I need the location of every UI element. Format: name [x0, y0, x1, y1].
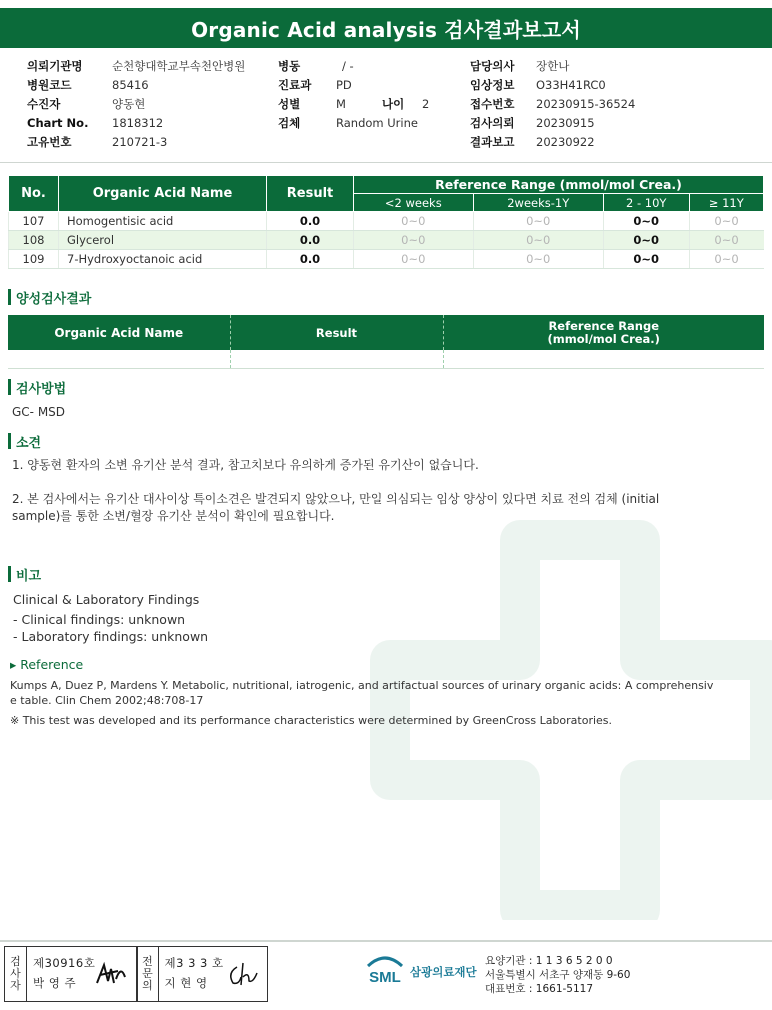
cell-result: 0.0 — [267, 212, 354, 231]
section-title: 비고 — [16, 568, 42, 584]
info-value: M — [336, 96, 346, 111]
org-code: 요양기관 : 1 1 3 6 5 2 0 0 — [485, 955, 613, 967]
specialist-name: 지 현 영 — [164, 976, 208, 990]
disclaimer-note: ※ This test was developed and its performance characteristics were determined by GreenCross Laboratories. — [10, 714, 613, 727]
org-logo — [364, 952, 477, 992]
tester-license-no: 제30916호 — [33, 956, 96, 970]
info-value: / - — [342, 58, 354, 73]
cell-no: 107 — [9, 212, 59, 231]
tester-label — [5, 947, 27, 1001]
specialist-signature-icon — [225, 959, 259, 989]
table-row — [9, 212, 764, 231]
cell-ref: 0~0 — [354, 231, 474, 250]
info-label: 수진자 — [27, 96, 61, 111]
patient-info-col3 — [470, 56, 635, 151]
footer-divider — [0, 940, 772, 942]
section-title: 검사방법 — [16, 381, 67, 397]
results-table — [8, 175, 764, 269]
reference-citation-line2: e table. Clin Chem 2002;48:708-17 — [10, 694, 204, 707]
cell-result: 0.0 — [267, 250, 354, 269]
info-value: 20230922 — [536, 134, 595, 149]
cell-no: 108 — [9, 231, 59, 250]
age-label: 나이 — [382, 96, 405, 111]
ref-header-line2: (mmol/mol Crea.) — [547, 331, 660, 346]
findings-paragraph-2-line1: 2. 본 검사에서는 유기산 대사이상 특이소견은 발견되지 않았으나, 만일 의심되는 임상 양상이 있다면 치료 전의 검체 (initial — [12, 492, 660, 506]
cell-ref: 0~0 — [354, 250, 474, 269]
section-title: 소견 — [16, 435, 42, 451]
info-value: 20230915 — [536, 115, 595, 130]
col-header-no: No. — [9, 176, 59, 212]
info-label: 진료과 — [278, 77, 312, 92]
info-label: 성별 — [278, 96, 301, 111]
cell-name: 7-Hydroxyoctanoic acid — [59, 250, 267, 269]
info-label: 결과보고 — [470, 134, 515, 149]
info-label: 병동 — [278, 58, 301, 73]
label-char: 자 — [10, 979, 21, 992]
section-marker — [8, 566, 11, 582]
col-header-name: Organic Acid Name — [59, 176, 267, 212]
positive-results-heading — [8, 287, 91, 307]
tester-name: 박 영 주 — [33, 976, 77, 990]
info-label: 검체 — [278, 115, 301, 130]
reference-citation-line1: Kumps A, Duez P, Mardens Y. Metabolic, nutritional, iatrogenic, and artifactual sources of urinary organic acids: A comprehensiv — [10, 679, 714, 692]
cell-ref-active: 0~0 — [603, 231, 689, 250]
cell-name: Homogentisic acid — [59, 212, 267, 231]
specialist-cell — [159, 947, 268, 1001]
info-label: 임상정보 — [470, 77, 515, 92]
cell-ref-active: 0~0 — [603, 250, 689, 269]
info-value: 장한나 — [536, 58, 570, 73]
label-char: 검 — [10, 955, 21, 968]
info-value: O33H41RC0 — [536, 77, 606, 92]
table-row — [9, 231, 764, 250]
info-value: Random Urine — [336, 115, 418, 130]
section-title: 양성검사결과 — [16, 291, 92, 307]
info-value: PD — [336, 77, 352, 92]
positive-results-table — [8, 315, 764, 369]
info-label: 의뢰기관명 — [27, 58, 83, 73]
col-header-name: Organic Acid Name — [8, 315, 230, 350]
org-name: 삼광의료재단 — [410, 965, 477, 979]
info-value: 양동현 — [112, 96, 146, 111]
reference-heading: ▸ Reference — [10, 657, 84, 672]
signature-box — [4, 946, 268, 1002]
org-contact — [485, 954, 630, 996]
info-value: 순천향대학교부속천안병원 — [112, 58, 246, 73]
patient-info-col2 — [278, 56, 429, 132]
cell-ref-active: 0~0 — [603, 212, 689, 231]
notes-heading-text: Clinical & Laboratory Findings — [13, 592, 200, 607]
info-label: 접수번호 — [470, 96, 515, 111]
notes-heading — [8, 564, 41, 584]
cell-name: Glycerol — [59, 231, 267, 250]
info-label: 검사의뢰 — [470, 115, 515, 130]
label-char: 전 — [142, 955, 153, 968]
section-marker — [8, 289, 11, 305]
findings-paragraph-1: 1. 양동현 환자의 소변 유기산 분석 결과, 참고치보다 유의하게 증가된 유기산이 없습니다. — [12, 458, 479, 472]
ref-col-header: 2 - 10Y — [603, 194, 689, 212]
findings-heading — [8, 431, 41, 451]
ref-header-line1: Reference Range — [548, 318, 660, 333]
specialist-label — [137, 947, 159, 1001]
cell-result: 0.0 — [267, 231, 354, 250]
tester-cell — [27, 947, 137, 1001]
info-label: Chart No. — [27, 115, 89, 130]
cell-ref: 0~0 — [689, 231, 763, 250]
cell-ref: 0~0 — [473, 250, 603, 269]
clinical-findings: - Clinical findings: unknown — [13, 612, 186, 627]
table-row — [9, 250, 764, 269]
laboratory-findings: - Laboratory findings: unknown — [13, 629, 209, 644]
cell-ref: 0~0 — [689, 212, 763, 231]
cell-ref: 0~0 — [473, 212, 603, 231]
cell-ref: 0~0 — [354, 212, 474, 231]
col-header-result: Result — [267, 176, 354, 212]
section-marker — [8, 433, 11, 449]
report-title: Organic Acid analysis 검사결과보고서 — [0, 8, 772, 48]
age-value: 2 — [422, 96, 430, 111]
logo-text: SML — [369, 969, 401, 986]
org-phone: 대표번호 : 1661-5117 — [485, 983, 594, 995]
ref-col-header: 2weeks-1Y — [473, 194, 603, 212]
info-value: 85416 — [112, 77, 149, 92]
table-row-empty — [8, 350, 764, 368]
cell-ref: 0~0 — [689, 250, 763, 269]
method-heading — [8, 377, 66, 397]
label-char: 의 — [142, 979, 153, 992]
specialist-license-no: 제3 3 3 호 — [164, 956, 224, 970]
tester-signature-icon — [94, 959, 128, 989]
info-value: 210721-3 — [112, 134, 168, 149]
org-address: 서울특별시 서초구 양재동 9-60 — [485, 969, 631, 981]
section-marker — [8, 379, 11, 395]
cell-ref: 0~0 — [473, 231, 603, 250]
cell-no: 109 — [9, 250, 59, 269]
info-label: 병원코드 — [27, 77, 72, 92]
col-header-result: Result — [230, 315, 443, 350]
label-char: 사 — [10, 967, 21, 980]
method-text: GC- MSD — [12, 405, 66, 419]
findings-paragraph-2-line2: sample)를 통한 소변/혈장 유기산 분석이 확인에 필요합니다. — [12, 509, 335, 523]
info-label: 담당의사 — [470, 58, 515, 73]
col-header-reference: Reference Range (mmol/mol Crea.) — [354, 176, 764, 194]
col-header-reference — [443, 315, 764, 350]
ref-col-header: <2 weeks — [354, 194, 474, 212]
info-value: 20230915-36524 — [536, 96, 636, 111]
ref-col-header: ≥ 11Y — [689, 194, 763, 212]
info-label: 고유번호 — [27, 134, 72, 149]
label-char: 문 — [142, 967, 153, 980]
sml-logo-icon — [364, 952, 406, 992]
patient-info-col1 — [27, 56, 245, 151]
info-value: 1818312 — [112, 115, 164, 130]
divider — [0, 162, 772, 163]
